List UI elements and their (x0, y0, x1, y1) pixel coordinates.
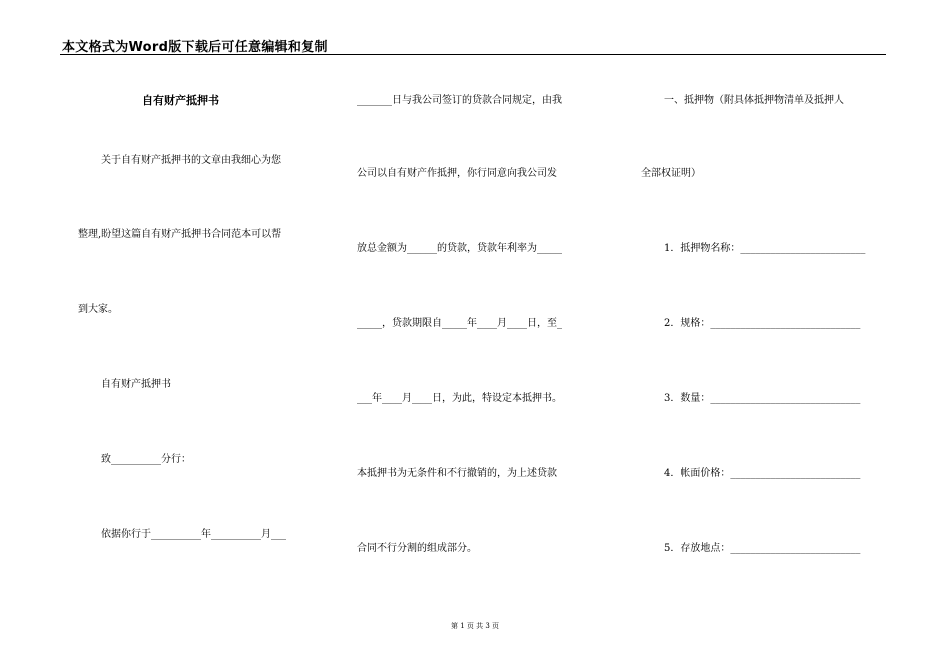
pledge-item-name: 1．抵押物名称：_________________________ (664, 243, 866, 254)
body-line-3: 放总金额为______的贷款，贷款年利率为_____ (357, 243, 562, 254)
pledge-item-book-value: 4．帐面价格：__________________________ (664, 468, 861, 479)
body-line-7: 合同不行分割的组成部分。 (357, 543, 477, 554)
document-title: 自有财产抵押书 (142, 94, 219, 107)
document-banner: 本文格式为Word版下载后可任意编辑和复制 (62, 40, 328, 55)
pledge-item-location: 5．存放地点：__________________________ (664, 543, 861, 554)
basis-line: 依据你行于__________年__________月___ (101, 529, 286, 540)
body-line-6: 本抵押书为无条件和不行撤销的，为上述贷款 (357, 468, 557, 479)
body-line-4: _____，贷款期限自_____年____月____日，至_ (357, 318, 562, 329)
intro-line-1: 关于自有财产抵押书的文章由我细心为您 (101, 155, 281, 166)
body-line-2: 公司以自有财产作抵押，你行同意向我公司发 (357, 168, 557, 179)
intro-line-2: 整理,盼望这篇自有财产抵押书合同范本可以帮 (78, 229, 282, 240)
section-subtitle: 自有财产抵押书 (101, 379, 171, 390)
pledge-item-quantity: 3．数量：______________________________ (664, 393, 861, 404)
addressee-line: 致__________分行： (101, 454, 191, 465)
intro-line-3: 到大家。 (78, 304, 118, 315)
body-line-1: _______日与我公司签订的贷款合同规定，由我 (357, 95, 562, 106)
header-divider (60, 54, 886, 55)
body-line-5: ___年____月____日，为此，特设定本抵押书。 (357, 393, 562, 404)
pledge-item-spec: 2．规格：______________________________ (664, 318, 861, 329)
pledge-section-heading-cont: 全部权证明） (641, 168, 701, 179)
page-number: 第 1 页 共 3 页 (450, 622, 500, 630)
pledge-section-heading: 一、抵押物（附具体抵押物清单及抵押人 (664, 95, 844, 106)
